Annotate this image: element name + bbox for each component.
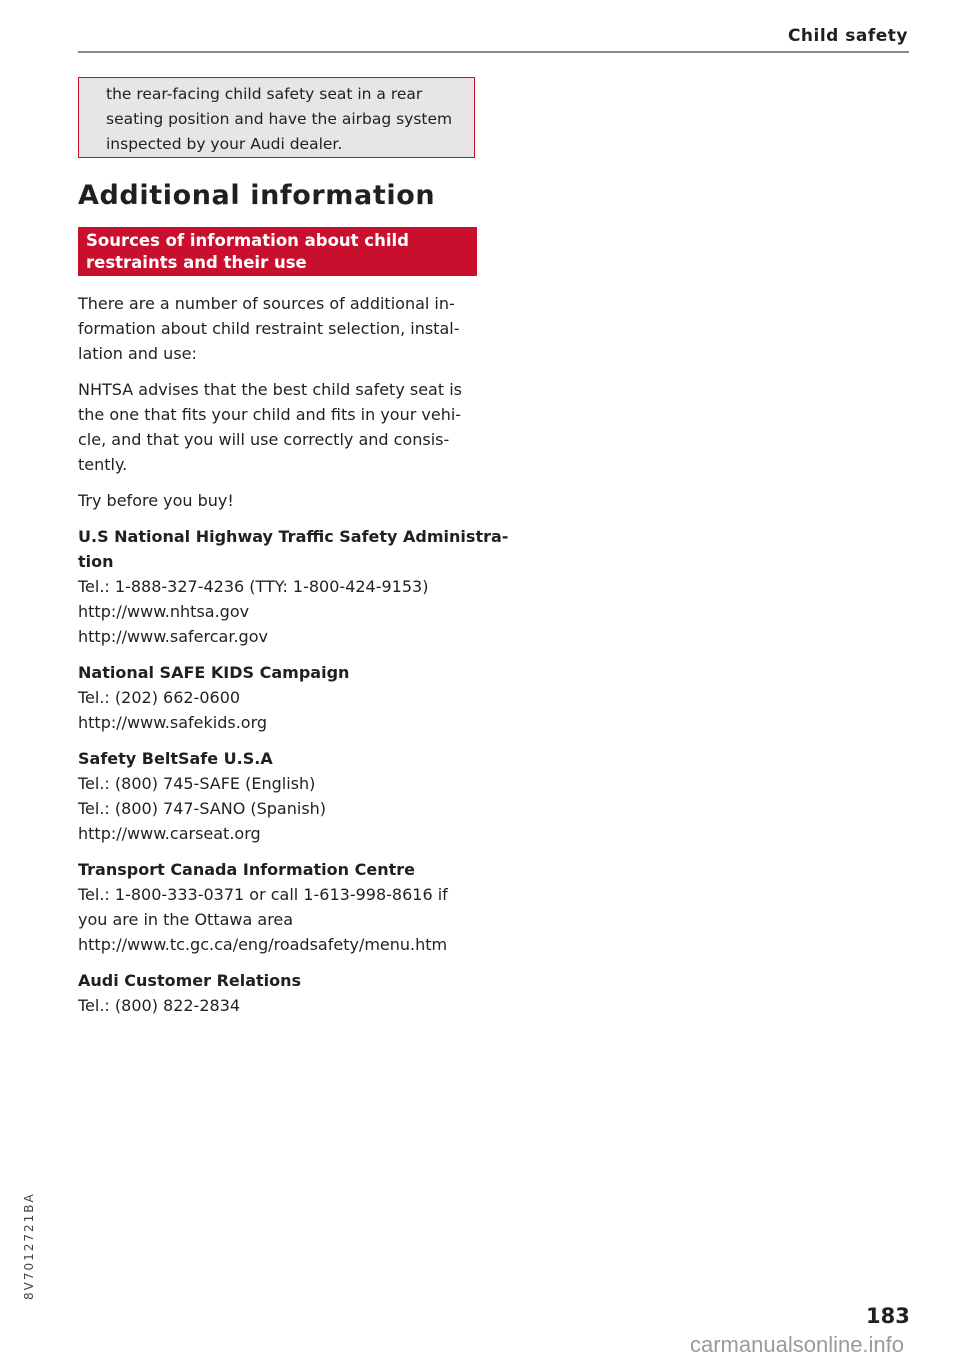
contact-name: Transport Canada Information Centre — [78, 860, 415, 879]
contact-name: National SAFE KIDS Campaign — [78, 663, 350, 682]
text-line: lation and use: — [78, 344, 197, 363]
document-code: 8V7012721BA — [22, 1192, 36, 1300]
contact-name: U.S National Highway Traffic Safety Administra- — [78, 527, 509, 546]
page-heading: Additional information — [78, 180, 436, 211]
warning-line: the rear-facing child safety seat in a rear — [106, 85, 423, 103]
subheading-line: Sources of information about child — [86, 231, 409, 250]
contact-transport-canada — [78, 857, 478, 957]
contact-phone: Tel.: (202) 662-0600 — [78, 688, 241, 707]
contact-name: tion — [78, 552, 114, 571]
text-line: tently. — [78, 455, 128, 474]
watermark: carmanualsonline.info — [690, 1332, 905, 1357]
contact-name: Audi Customer Relations — [78, 971, 302, 990]
contact-phone: Tel.: 1-888-327-4236 (TTY: 1-800-424-9153) — [78, 577, 429, 596]
paragraph-intro — [78, 291, 478, 366]
header-divider — [78, 51, 909, 53]
contact-link[interactable]: http://www.safekids.org — [78, 713, 268, 732]
text-line: cle, and that you will use correctly and consis- — [78, 430, 450, 449]
contact-name: Safety BeltSafe U.S.A — [78, 749, 273, 768]
contact-link[interactable]: http://www.carseat.org — [78, 824, 261, 843]
paragraph-try — [78, 488, 478, 513]
contact-link[interactable]: http://www.tc.gc.ca/eng/roadsafety/menu.htm — [78, 935, 448, 954]
subheading-line: restraints and their use — [86, 253, 307, 272]
text-line: formation about child restraint selection, instal- — [78, 319, 460, 338]
warning-line: seating position and have the airbag system — [106, 110, 453, 128]
contact-beltsafe — [78, 746, 478, 846]
page-number: 183 — [866, 1304, 910, 1328]
section-title: Child safety — [787, 26, 908, 46]
contact-safe-kids — [78, 660, 478, 735]
text-line: Try before you buy! — [78, 491, 234, 510]
contact-phone: Tel.: (800) 822-2834 — [78, 996, 241, 1015]
paragraph-nhtsa-advice — [78, 377, 478, 477]
warning-box — [78, 77, 475, 158]
contact-note: you are in the Ottawa area — [78, 910, 294, 929]
contact-link[interactable]: http://www.nhtsa.gov — [78, 602, 250, 621]
contact-phone: Tel.: (800) 745-SAFE (English) — [78, 774, 316, 793]
contact-phone: Tel.: 1-800-333-0371 or call 1-613-998-8616 if — [78, 885, 448, 904]
contact-link[interactable]: http://www.safercar.gov — [78, 627, 268, 646]
contact-phone: Tel.: (800) 747-SANO (Spanish) — [78, 799, 327, 818]
text-line: NHTSA advises that the best child safety seat is — [78, 380, 462, 399]
warning-line: inspected by your Audi dealer. — [106, 135, 343, 153]
contact-audi — [78, 968, 478, 1018]
text-line: There are a number of sources of additional in- — [78, 294, 455, 313]
contact-nhtsa — [78, 524, 509, 649]
text-line: the one that fits your child and fits in your vehi- — [78, 405, 462, 424]
subheading-bar — [78, 227, 477, 276]
